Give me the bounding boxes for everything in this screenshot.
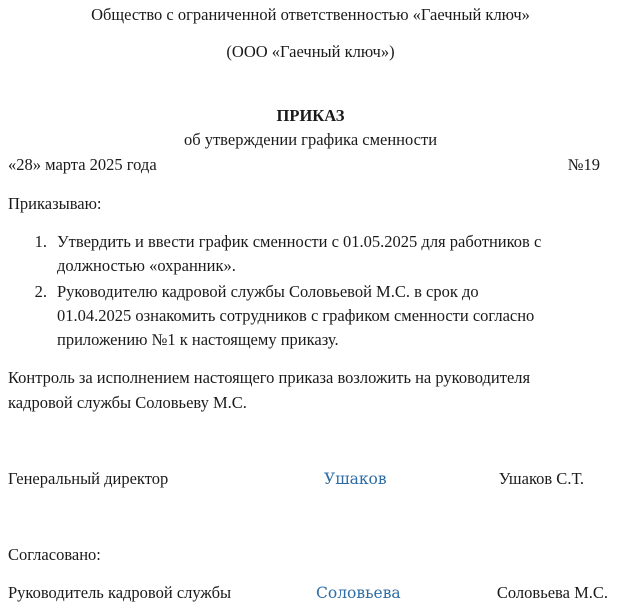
list-item-line: должностью «охранник». [57,256,236,275]
list-item-line: Руководителю кадровой службы Соловьевой М.С. в срок до [57,282,479,301]
control-paragraph-line: кадровой службы Соловьеву М.С. [8,393,247,412]
order-intro: Приказываю: [8,194,102,213]
signer-position: Генеральный директор [8,469,169,488]
order-number: №19 [567,155,600,174]
organization-full-name: Общество с ограниченной ответственностью «Гаечный ключ» [91,5,530,24]
control-paragraph-line: Контроль за исполнением настоящего приказа возложить на руководителя [8,368,531,387]
agreed-label: Согласовано: [8,545,101,564]
list-item-line: Утвердить и ввести график сменности с 01.05.2025 для работников с [57,232,542,251]
order-date: «28» марта 2025 года [8,155,157,174]
signer-position: Руководитель кадровой службы [8,583,232,602]
signer-name: Ушаков С.Т. [498,469,584,488]
list-item-number: 2. [34,282,47,301]
signer-name: Соловьева М.С. [496,583,608,602]
organization-short-name: (ООО «Гаечный ключ») [226,42,395,61]
list-item-line: 01.04.2025 ознакомить сотрудников с графиком сменности согласно [57,306,535,325]
order-title: ПРИКАЗ [276,106,345,125]
signature: Ушаков [324,470,387,488]
list-item-line: приложению №1 к настоящему приказу. [57,330,339,349]
order-subtitle: об утверждении графика сменности [183,130,438,149]
list-item-number: 1. [34,232,47,251]
signature: Соловьева [316,584,401,602]
